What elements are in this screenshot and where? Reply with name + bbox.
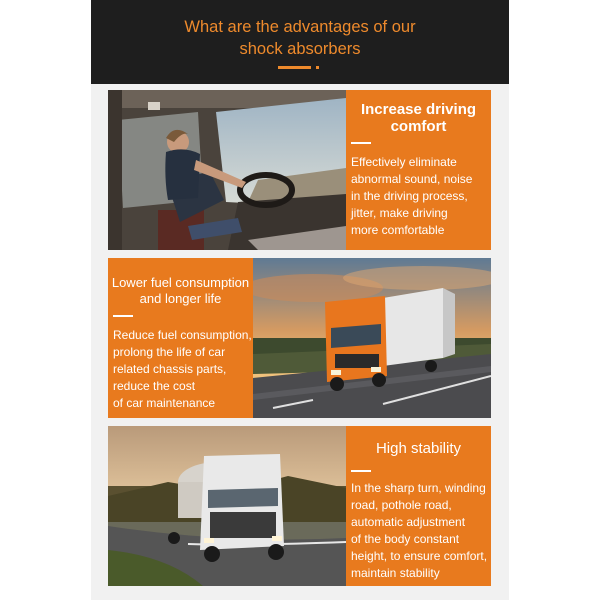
stability-body-line4: of the body constant (351, 532, 460, 546)
section-fuel-consumption (108, 258, 491, 418)
fuel-title-underline (113, 315, 133, 317)
fuel-body-line2: prolong the life of car (113, 345, 226, 359)
stability-body-line3: automatic adjustment (351, 515, 466, 529)
product-page (91, 0, 509, 600)
title-underline (278, 66, 311, 69)
driver-cab-photo (108, 90, 346, 250)
tanker-truck-road-photo (108, 426, 346, 586)
stability-panel (346, 426, 491, 586)
title-underline-dot (316, 66, 319, 69)
comfort-body-line1: Effectively eliminate (351, 155, 457, 169)
comfort-title-line1: Increase driving (360, 101, 477, 118)
orange-truck-sunset-photo (253, 258, 491, 418)
stability-body-line1: In the sharp turn, winding (351, 481, 486, 495)
comfort-body-line4: jitter, make driving (351, 206, 448, 220)
comfort-body-line5: more comfortable (351, 223, 445, 237)
section-driving-comfort (108, 90, 491, 250)
section-high-stability (108, 426, 491, 586)
fuel-title-line1: Lower fuel consumption (111, 275, 250, 290)
fuel-panel (108, 258, 253, 418)
fuel-body-line4: reduce the cost (113, 379, 196, 393)
stability-title: High stability (375, 440, 462, 457)
comfort-body-line2: abnormal sound, noise (351, 172, 473, 186)
fuel-body-line5: of car maintenance (113, 396, 216, 410)
fuel-body-line1: Reduce fuel consumption, (113, 328, 252, 342)
comfort-panel (346, 90, 491, 250)
page-title-line2: shock absorbers (239, 40, 361, 58)
stability-body-line5: height, to ensure comfort, (351, 549, 488, 563)
fuel-title-line2: and longer life (139, 291, 222, 306)
page-title-line1: What are the advantages of our (184, 18, 416, 36)
header-banner (91, 0, 509, 84)
comfort-title-line2: comfort (390, 118, 447, 135)
comfort-title-underline (351, 142, 371, 144)
comfort-body-line3: in the driving process, (351, 189, 468, 203)
stability-body-line6: maintain stability (351, 566, 440, 580)
stability-title-underline (351, 470, 371, 472)
fuel-body-line3: related chassis parts, (113, 362, 227, 376)
stability-body-line2: road, pothole road, (351, 498, 452, 512)
